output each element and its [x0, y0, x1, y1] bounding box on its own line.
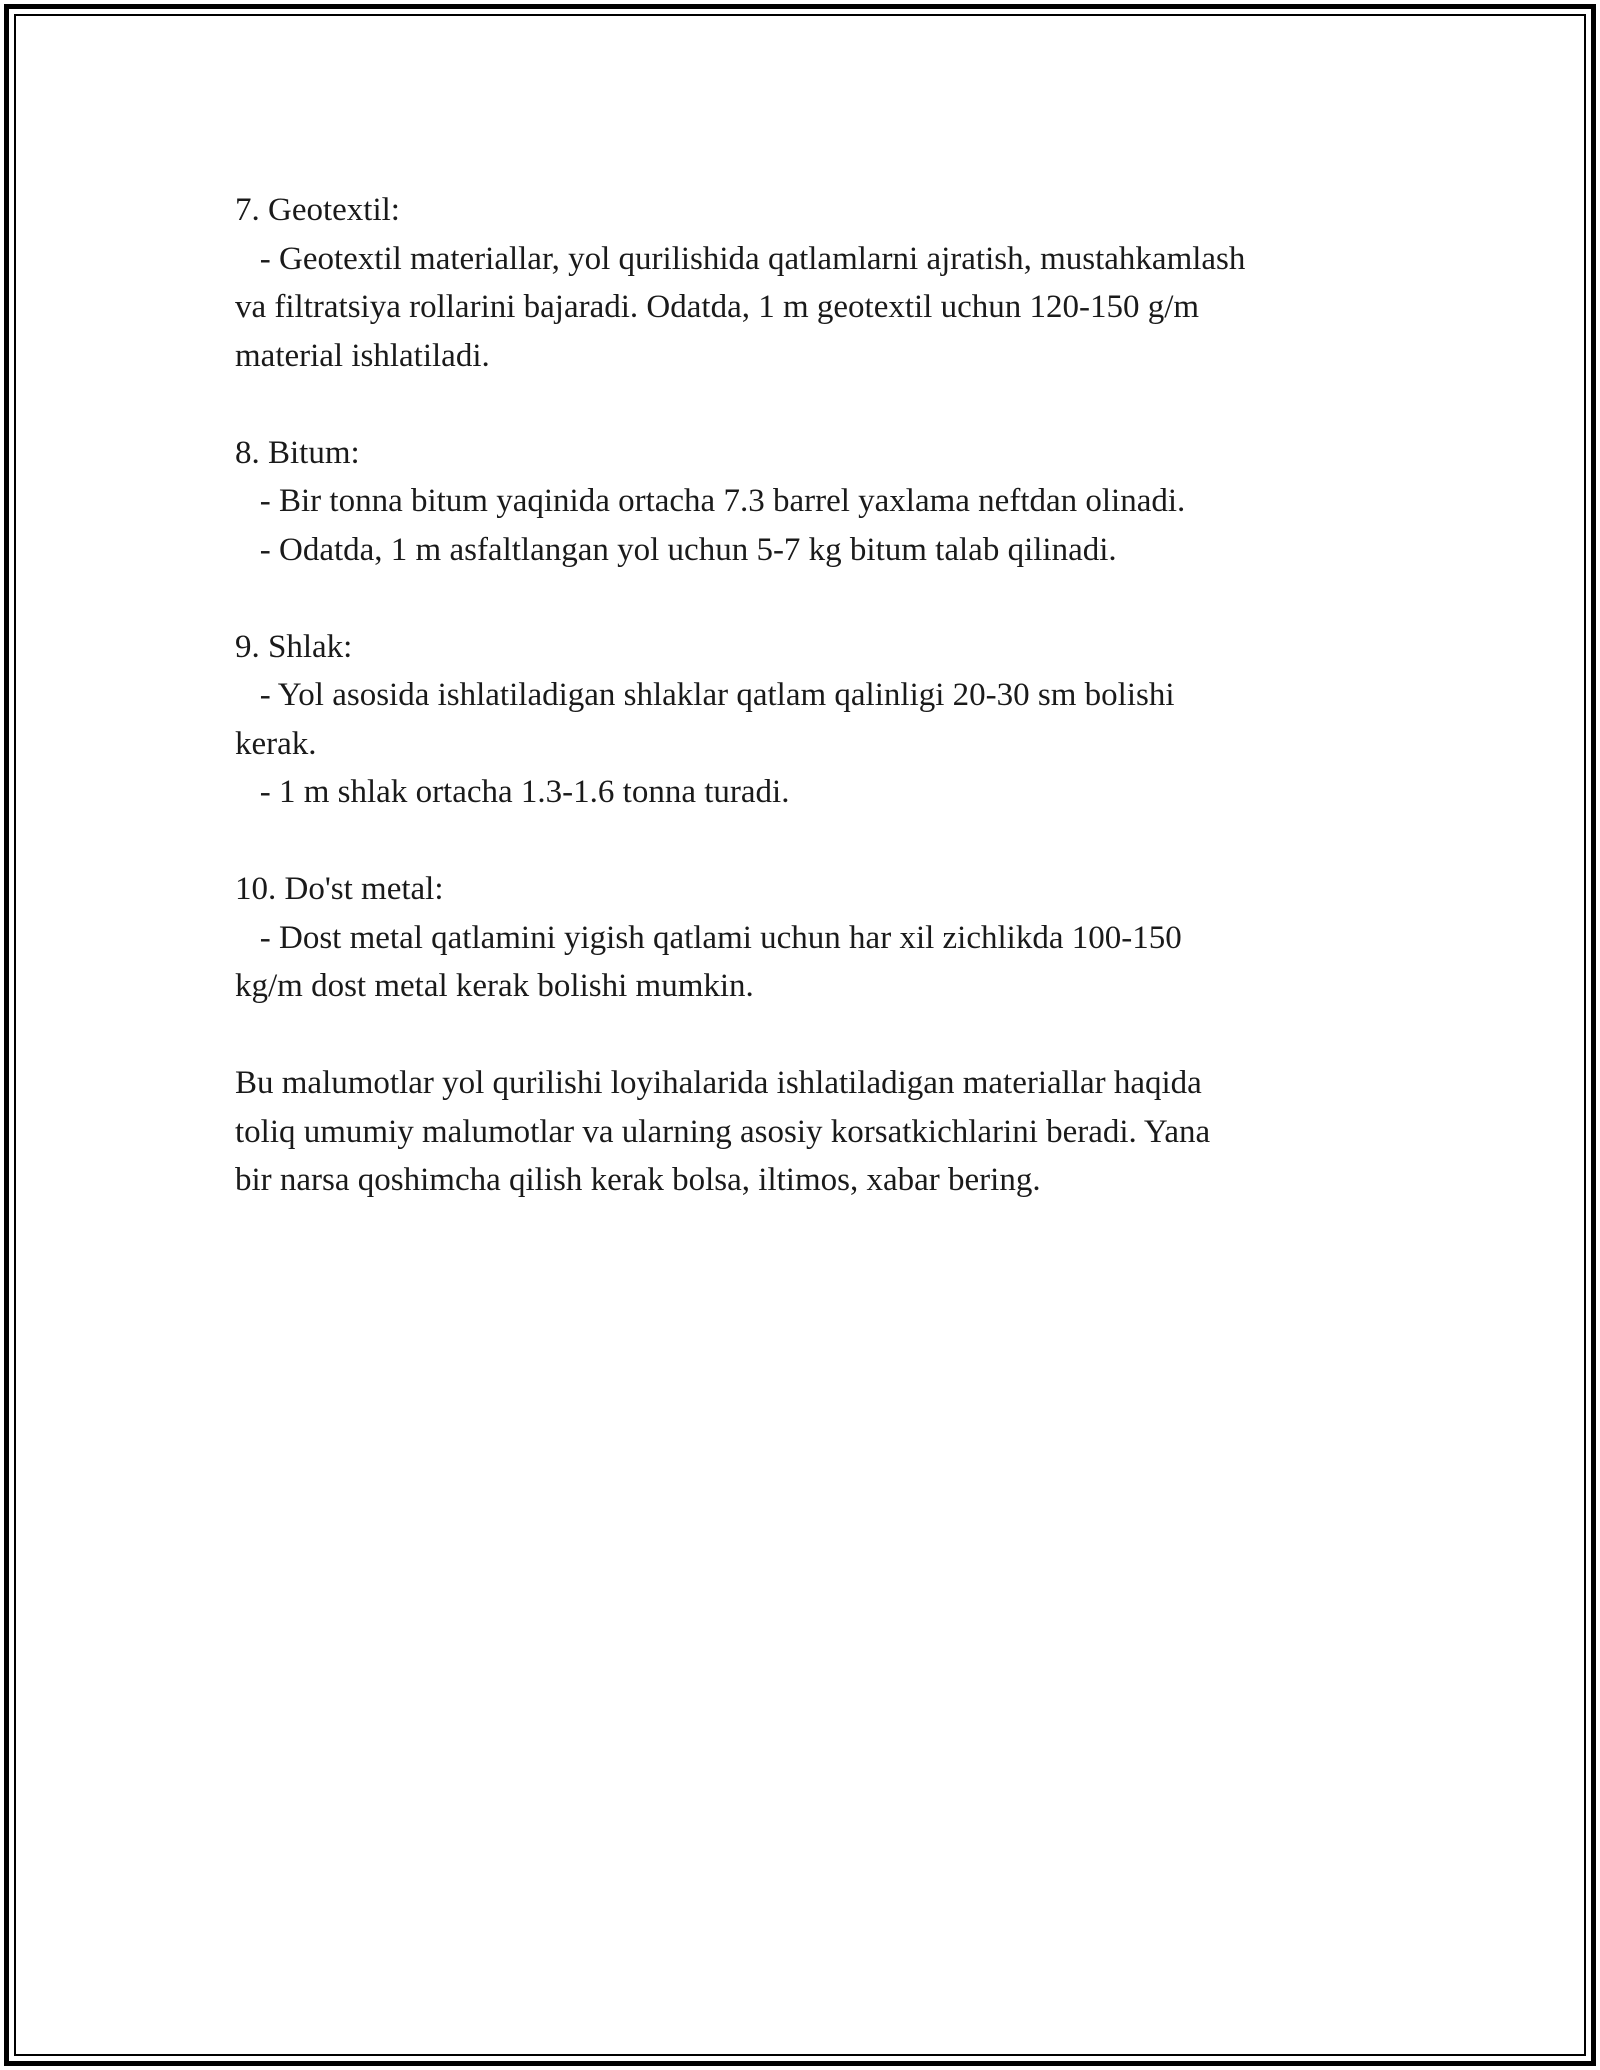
section-heading: 7. Geotextil:: [235, 192, 400, 228]
section-bitum: [235, 429, 1375, 575]
section-line: - Yol asosida ishlatiladigan shlaklar qatlam qalinligi 20-30 sm bolishi: [235, 677, 1175, 713]
paragraph-gap: [235, 380, 1375, 429]
section-line: kg/m dost metal kerak bolishi mumkin.: [235, 968, 754, 1004]
section-heading: 8. Bitum:: [235, 434, 360, 471]
section-line: kerak.: [235, 725, 317, 762]
closing-line: toliq umumiy malumotlar va ularning asosiy korsatkichlarini beradi. Yana: [235, 1113, 1211, 1150]
section-line: - Dost metal qatlamini yigish qatlami uchun har xil zichlikda 100-150: [235, 919, 1182, 956]
section-line: material ishlatiladi.: [235, 337, 490, 374]
section-geotextil: [235, 186, 1375, 380]
closing-line: bir narsa qoshimcha qilish kerak bolsa, iltimos, xabar bering.: [235, 1162, 1041, 1198]
closing-paragraph: [235, 1059, 1375, 1205]
section-line: - Odatda, 1 m asfaltlangan yol uchun 5-7 kg bitum talab qilinadi.: [235, 531, 1117, 568]
section-heading: 10. Do'st metal:: [235, 871, 444, 907]
closing-line: Bu malumotlar yol qurilishi loyihalarida ishlatiladigan materiallar haqida: [235, 1065, 1202, 1101]
section-shlak: [235, 623, 1375, 817]
section-line: - Geotextil materiallar, yol qurilishida qatlamlarni ajratish, mustahkamlash: [235, 240, 1246, 277]
section-line: - 1 m shlak ortacha 1.3-1.6 tonna turadi.: [235, 774, 790, 810]
document-body: [235, 186, 1375, 1205]
section-heading: 9. Shlak:: [235, 628, 353, 665]
section-line: - Bir tonna bitum yaqinida ortacha 7.3 barrel yaxlama neftdan olinadi.: [235, 483, 1186, 519]
paragraph-gap: [235, 1011, 1375, 1060]
paragraph-gap: [235, 574, 1375, 623]
section-line: va filtratsiya rollarini bajaradi. Odatda, 1 m geotextil uchun 120-150 g/m: [235, 289, 1200, 325]
paragraph-gap: [235, 817, 1375, 866]
section-dost-metal: [235, 865, 1375, 1011]
